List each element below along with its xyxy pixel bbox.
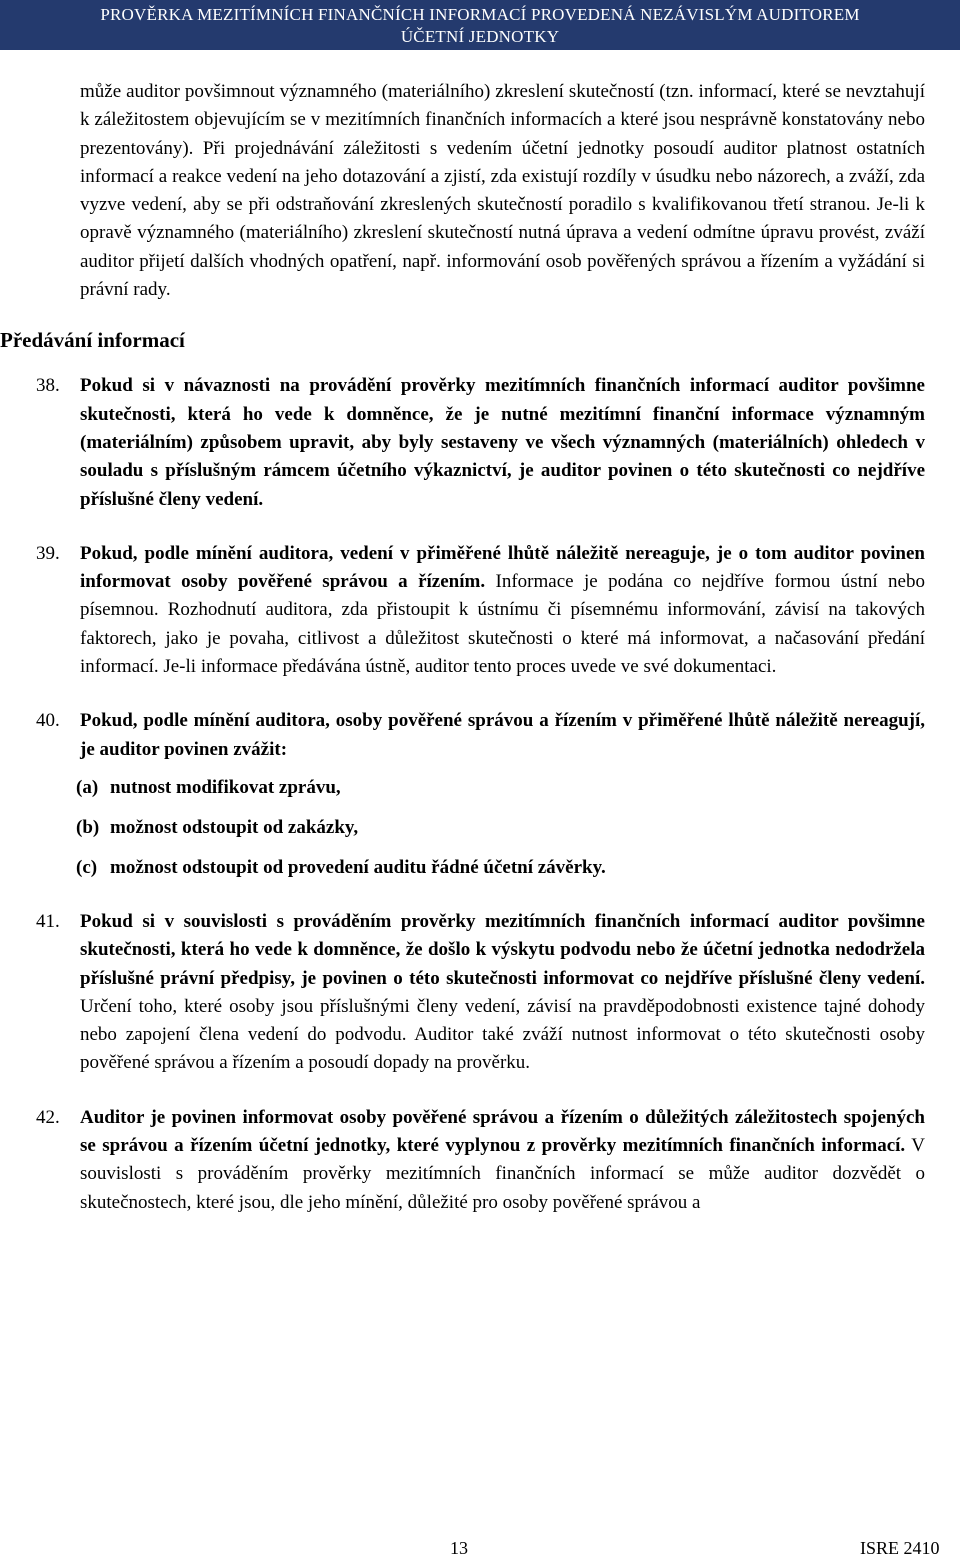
document-code: ISRE 2410 (860, 1538, 940, 1558)
item-bold-text: Pokud, podle mínění auditora, osoby pověřené správou a řízením v přiměřené lhůtě náležitě nereagují, je auditor povinen zvážit: (80, 710, 925, 760)
subitem-label: (c) (76, 856, 98, 878)
subitem-label: (a) (76, 776, 99, 798)
item-number: 39. (36, 542, 60, 564)
item-text: V souvislosti s prováděním prověrky mezitímních finančních informací se může auditor dozvědět o skutečnostech, které jsou, dle jeho mínění, důležité pro osoby pověřené správou a (80, 1135, 925, 1213)
item-39 (36, 540, 925, 681)
item-bold-text: Pokud si v souvislosti s prováděním prověrky mezitímních finančních informací auditor povšimne skutečnosti, která ho vede k domněnce, že došlo k výskytu podvodu nebo že účetní jednotka nedodržela příslušné právní předpisy, je povinen o této skutečnosti informovat co nejdříve příslušné členy vedení. (80, 910, 925, 989)
document-body (0, 78, 960, 1217)
subitem-text: možnost odstoupit od zakázky, (110, 816, 359, 838)
item-text: Informace je podána co nejdříve formou ústní nebo písemnou. Rozhodnutí auditora, zda přistoupit k ústnímu či písemnému informování, závisí na takových faktorech, jako je povaha, citlivost a důležitost skutečnosti o které má informovat, a načasování předání informací. Je-li informace předávána ústně, auditor tento proces uvede ve své dokumentaci. (80, 571, 925, 678)
header-title-line1: PROVĚRKA MEZITÍMNÍCH FINANČNÍCH INFORMACÍ PROVEDENÁ NEZÁVISLÝM AUDITOREM (100, 5, 860, 24)
subitem-a (76, 774, 960, 802)
page-header (0, 0, 960, 50)
item-bold-text: Auditor je povinen informovat osoby pověřené správou a řízením o důležitých záležitostech spojených se správou a řízením účetní jednotky, které vyplynou z prověrky mezitímních finančních informací. (80, 1106, 925, 1157)
item-text: Určení toho, které osoby jsou příslušnými členy vedení, závisí na pravděpodobnosti existence tajné dohody nebo zapojení člena vedení do podvodu. Auditor také zváží nutnost informovat o této skutečnosti osoby pověřené správou a řízením a posoudí dopady na prověrku. (80, 995, 925, 1074)
subitem-label: (b) (76, 816, 100, 838)
intro-paragraph: může auditor povšimnout významného (materiálního) zkreslení skutečností (tzn. informací, které se nevztahují k záležitostem objevujícím se v mezitímních finančních informacích a které jsou nesprávně konstatovány nebo prezentovány). Při projednávání záležitosti s vedením účetní jednotky posoudí auditor platnost ostatních informací a reakce vedení na jeho dotazování a zjistí, zda existují rozdíly v úsudku nebo názorech, a zváží, zda vyzve vedení, aby se při odstraňování zkreslených skutečností poradilo s kvalifikovanou třetí stranou. Je-li k opravě významného (materiálního) zkreslení skutečností nutná úprava a vedení odmítne úpravu provést, zváží auditor přijetí dalších vhodných opatření, např. informování osob pověřených správou a řízením a vyžádání si právní rady. (80, 81, 925, 301)
item-38 (36, 372, 925, 513)
item-bold-text: Pokud si v návaznosti na provádění prověrky mezitímních finančních informací auditor povšimne skutečnosti, která ho vede k domněnce, že je nutné mezitímní finanční informace významným (materiálním) způsobem upravit, aby byly sestaveny ve všech významných (materiálních) ohledech v souladu s příslušným rámcem účetního výkaznictví, je auditor povinen o této skutečnosti co nejdříve příslušné členy vedení. (80, 375, 925, 510)
item-40 (36, 707, 925, 764)
item-number: 38. (36, 375, 60, 397)
item-number: 42. (36, 1106, 60, 1128)
subitem-b (76, 814, 960, 842)
page-number: 13 (450, 1538, 468, 1558)
item-41 (36, 908, 925, 1078)
item-bold-text: Pokud, podle mínění auditora, vedení v přiměřené lhůtě náležitě nereaguje, je o tom auditor povinen informovat osoby pověřené správou a řízením. (80, 542, 925, 593)
item-number: 41. (36, 910, 60, 932)
header-title-line2: ÚČETNÍ JEDNOTKY (400, 27, 560, 46)
subitem-text: možnost odstoupit od provedení auditu řádné účetní závěrky. (110, 856, 606, 878)
subitem-c (76, 854, 960, 882)
subitem-text: nutnost modifikovat zprávu, (110, 776, 341, 798)
item-42 (36, 1104, 925, 1217)
item-number: 40. (36, 710, 60, 732)
section-heading: Předávání informací (0, 328, 185, 353)
